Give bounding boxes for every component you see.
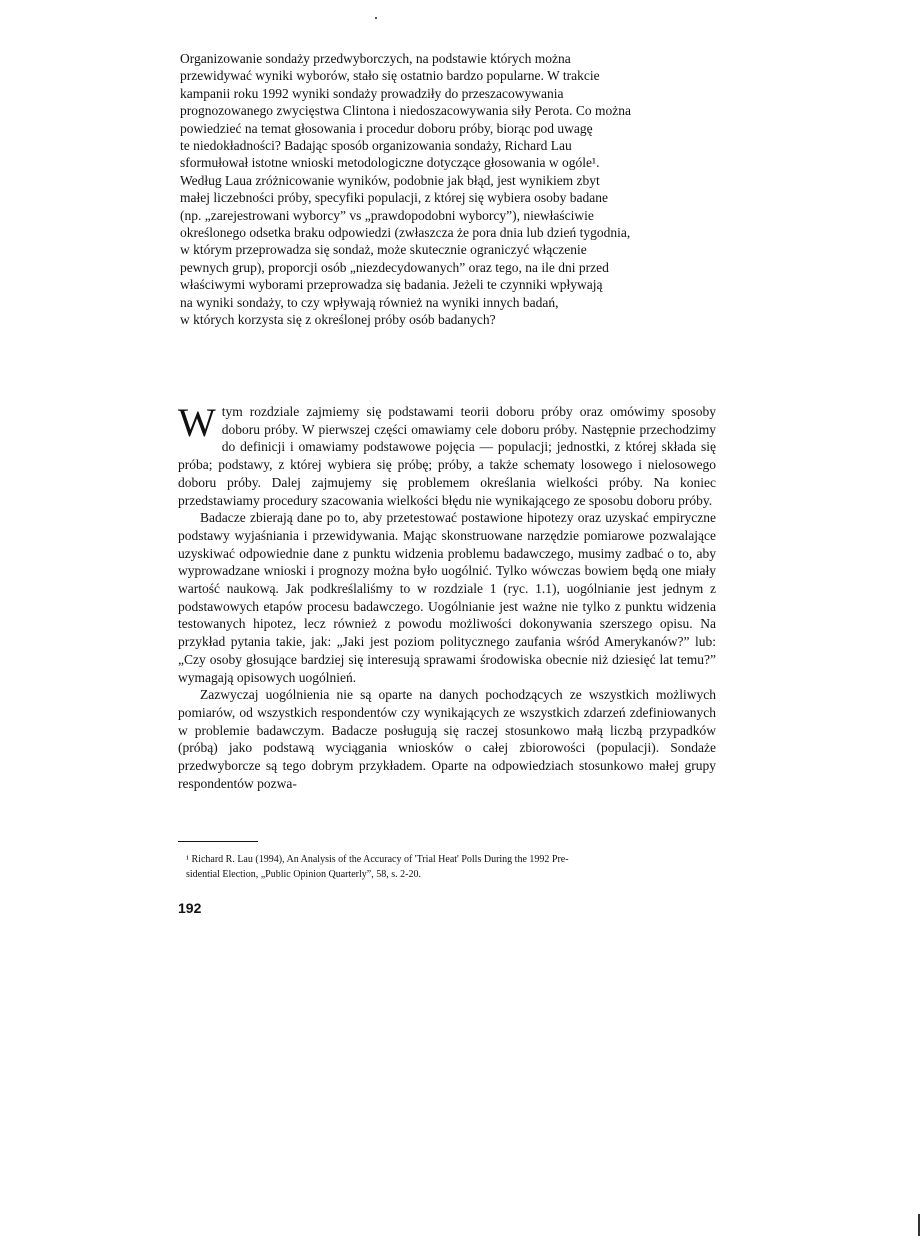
drop-cap: W — [178, 400, 216, 445]
paragraph-1-text: tym rozdziale zajmiemy się podstawami teorii doboru próby oraz omówimy sposoby doboru próby. W pierwszej części omawiamy cele doboru próby. Następnie przechodzimy do definicji i omawiamy podstawowe pojęcia — populacji; jednostki, z której składa się próba; podstawy, z której wybiera się próbę; próby, a także schematy losowego i nielosowego doboru próby. Dalej zajmujemy się problemem określania wielkości próby. Na koniec przedstawiamy procedury szacowania wielkości błędu nie wynikającego ze sposobu doboru próby. — [178, 404, 716, 508]
footnote-rule — [178, 841, 258, 842]
page-number: 192 — [178, 900, 202, 916]
scan-speck — [375, 17, 377, 19]
intro-line: określonego odsetka braku odpowiedzi (zwłaszcza że pora dnia lub dzień tygodnia, — [180, 225, 631, 241]
chapter-body — [178, 400, 716, 792]
intro-line: prognozowanego zwycięstwa Clintona i niedoszacowywania siły Perota. Co można — [180, 103, 632, 119]
intro-line: przewidywać wyniki wyborów, stało się ostatnio bardzo popularne. W trakcie — [180, 68, 600, 84]
intro-line: w którym przeprowadza się sondaż, może skutecznie ograniczyć włączenie — [180, 242, 587, 258]
intro-line: małej liczebności próby, specyfiki populacji, z której się wybiera osoby badane — [180, 190, 608, 206]
intro-line: kampanii roku 1992 wyniki sondaży prowadziły do przeszacowywania — [180, 85, 564, 101]
intro-line: (np. „zarejestrowani wyborcy” vs „prawdopodobni wyborcy”), niewłaściwie — [180, 207, 594, 223]
paragraph-3: Zazwyczaj uogólnienia nie są oparte na danych pochodzących ze wszystkich możliwych pomiarów, od wszystkich respondentów czy wynikających ze wszystkich zdarzeń zdefiniowanych w problemie badawczym. Badacze posługują się raczej stosunkowo małą liczbą przypadków (próbą) jako podstawą wyciągania wniosków o całej zbiorowości (populacji). Sondaże przedwyborcze są tego dobrym przykładem. Oparte na odpowiedziach stosunkowo małej grupy respondentów pozwa- — [178, 687, 716, 791]
intro-line: Organizowanie sondaży przedwyborczych, na podstawie których można — [180, 51, 571, 66]
intro-line: w których korzysta się z określonej próby osób badanych? — [180, 312, 496, 328]
paragraph-2: Badacze zbierają dane po to, aby przetestować postawione hipotezy oraz uzyskać empiryczne podstawy wyjaśniania i przewidywania. Mając skonstruowane narzędzie pomiarowe pozwalające uzyskiwać odpowiednie dane z punktu widzenia problemu badawczego, musimy zadbać o to, aby wyprowadzane wnioski i prognozy można było uogólnić. Tylko wówczas bowiem będą one miały wartość naukową. Jak podkreślaliśmy to w rozdziale 1 (ryc. 1.1), uogólnianie jest jednym z podstawowych etapów procesu badawczego. Uogólnianie jest ważne nie tylko z punktu widzenia testowanych hipotez, lecz również z powodu możliwości dokonywania szerszego opisu. Na przykład pytania takie, jak: „Jaki jest poziom politycznego zaufania wśród Amerykanów?” lub: „Czy osoby głosujące bardziej się interesują sprawami środowiska obecnie niż dziesięć lat temu?” wymagają opisowych uogólnień. — [178, 510, 716, 685]
intro-line: te niedokładności? Badając sposób organizowania sondaży, Richard Lau — [180, 138, 572, 154]
intro-block — [180, 50, 725, 329]
scan-edge-mark — [918, 1214, 920, 1236]
intro-line: na wyniki sondaży, to czy wpływają również na wyniki innych badań, — [180, 294, 559, 310]
intro-line: pewnych grup), proporcji osób „niezdecydowanych” oraz tego, na ile dni przed — [180, 259, 609, 275]
footnote — [186, 852, 718, 882]
footnote-line: sidential Election, „Public Opinion Quarterly”, 58, s. 2-20. — [186, 869, 421, 880]
intro-line: sformułował istotne wnioski metodologiczne dotyczące głosowania w ogóle¹. — [180, 155, 600, 171]
paragraph-1 — [178, 400, 716, 509]
intro-line: właściwymi wyborami przeprowadza się badania. Jeżeli te czynniki wpływają — [180, 277, 603, 293]
footnote-line: ¹ Richard R. Lau (1994), An Analysis of the Accuracy of 'Trial Heat' Polls During the 1992 Pre- — [186, 854, 569, 865]
intro-line: Według Laua zróżnicowanie wyników, podobnie jak błąd, jest wynikiem zbyt — [180, 172, 600, 188]
intro-line: powiedzieć na temat głosowania i procedur doboru próby, biorąc pod uwagę — [180, 120, 593, 136]
